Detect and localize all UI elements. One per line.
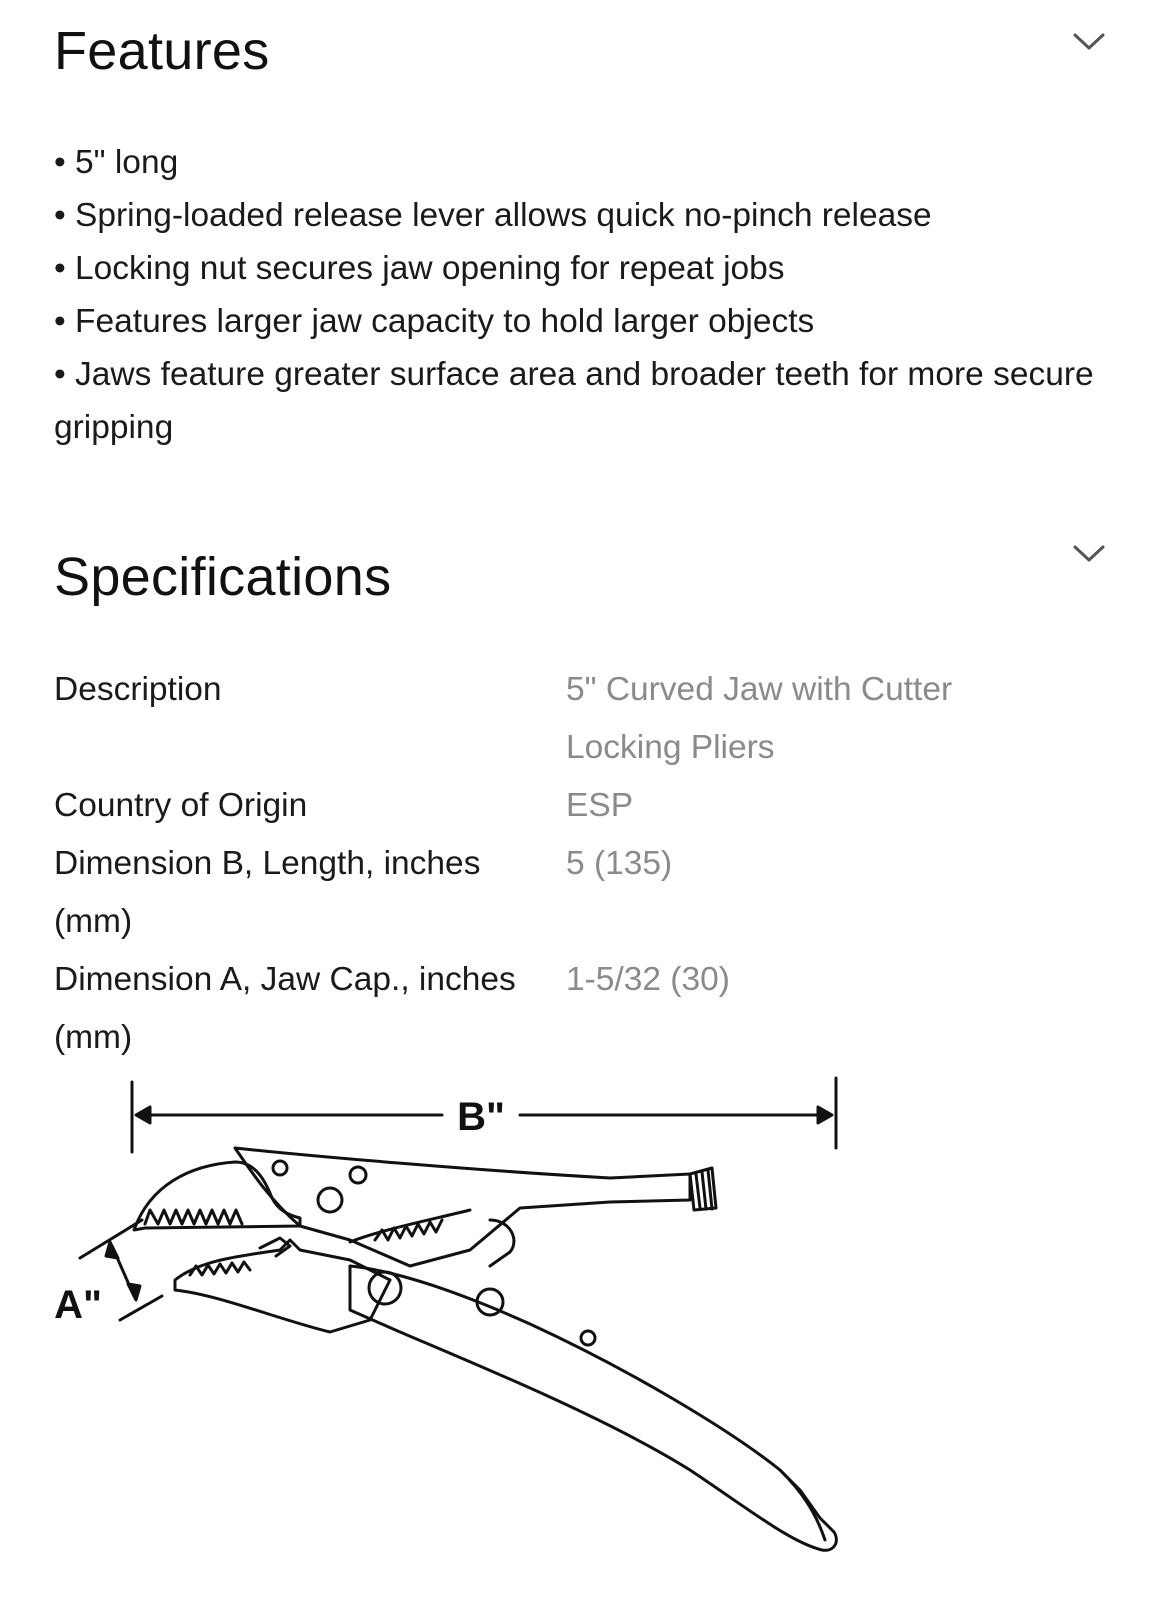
features-list <box>54 136 1094 454</box>
spec-value: ESP <box>566 787 634 824</box>
dimension-a-arrow-bottom <box>128 1284 140 1300</box>
feature-item: • Locking nut secures jaw opening for repeat jobs <box>54 250 785 287</box>
lever-tab <box>490 1220 514 1266</box>
specifications-header[interactable] <box>54 547 1107 607</box>
handle-hole <box>581 1331 595 1345</box>
spec-value: 5 (135) <box>566 845 673 882</box>
dimension-a-lower-line <box>120 1296 162 1320</box>
release-lever <box>350 1210 470 1242</box>
chevron-down-icon[interactable] <box>1071 30 1107 54</box>
features-title: Features <box>54 21 270 81</box>
spec-value: 1-5/32 (30) <box>566 961 730 998</box>
pliers-dimension-diagram <box>50 1070 860 1570</box>
feature-item: • Features larger jaw capacity to hold larger objects <box>54 303 815 340</box>
spec-row <box>54 835 1114 951</box>
knob-ridges <box>696 1170 712 1209</box>
spec-label: Country of Origin <box>54 787 308 824</box>
handle-hole <box>273 1161 287 1175</box>
spec-label: Description <box>54 671 222 708</box>
dimension-a-label: A" <box>54 1283 102 1327</box>
features-header[interactable] <box>54 21 1107 81</box>
handle-grip-end <box>780 1470 825 1540</box>
dimension-b-label: B" <box>457 1095 505 1139</box>
handle-hole <box>318 1188 342 1212</box>
spec-row <box>54 661 1114 777</box>
lower-jaw-teeth <box>190 1262 250 1275</box>
feature-item: • 5" long <box>54 144 179 181</box>
dimension-b-arrow-left <box>136 1107 150 1123</box>
lower-handle <box>350 1266 836 1550</box>
upper-jaw-teeth <box>145 1210 242 1224</box>
chevron-down-icon[interactable] <box>1071 542 1107 566</box>
dimension-b-arrow-right <box>818 1107 832 1123</box>
spec-label: Dimension A, Jaw Cap., inches (mm) <box>54 961 516 1056</box>
spec-row <box>54 951 1114 1067</box>
dimension-a-arrow-top <box>106 1242 118 1258</box>
lower-jaw <box>175 1240 390 1332</box>
specifications-title: Specifications <box>54 547 392 607</box>
upper-handle <box>235 1148 690 1266</box>
spec-value: 5" Curved Jaw with Cutter Locking Pliers <box>566 671 953 766</box>
feature-item: • Spring-loaded release lever allows quick no-pinch release <box>54 197 932 234</box>
handle-hole <box>350 1167 366 1183</box>
specifications-table <box>54 661 1114 1067</box>
feature-item: • Jaws feature greater surface area and broader teeth for more secure gripping <box>54 356 1094 446</box>
spec-row <box>54 777 1114 835</box>
spec-label: Dimension B, Length, inches (mm) <box>54 845 481 940</box>
